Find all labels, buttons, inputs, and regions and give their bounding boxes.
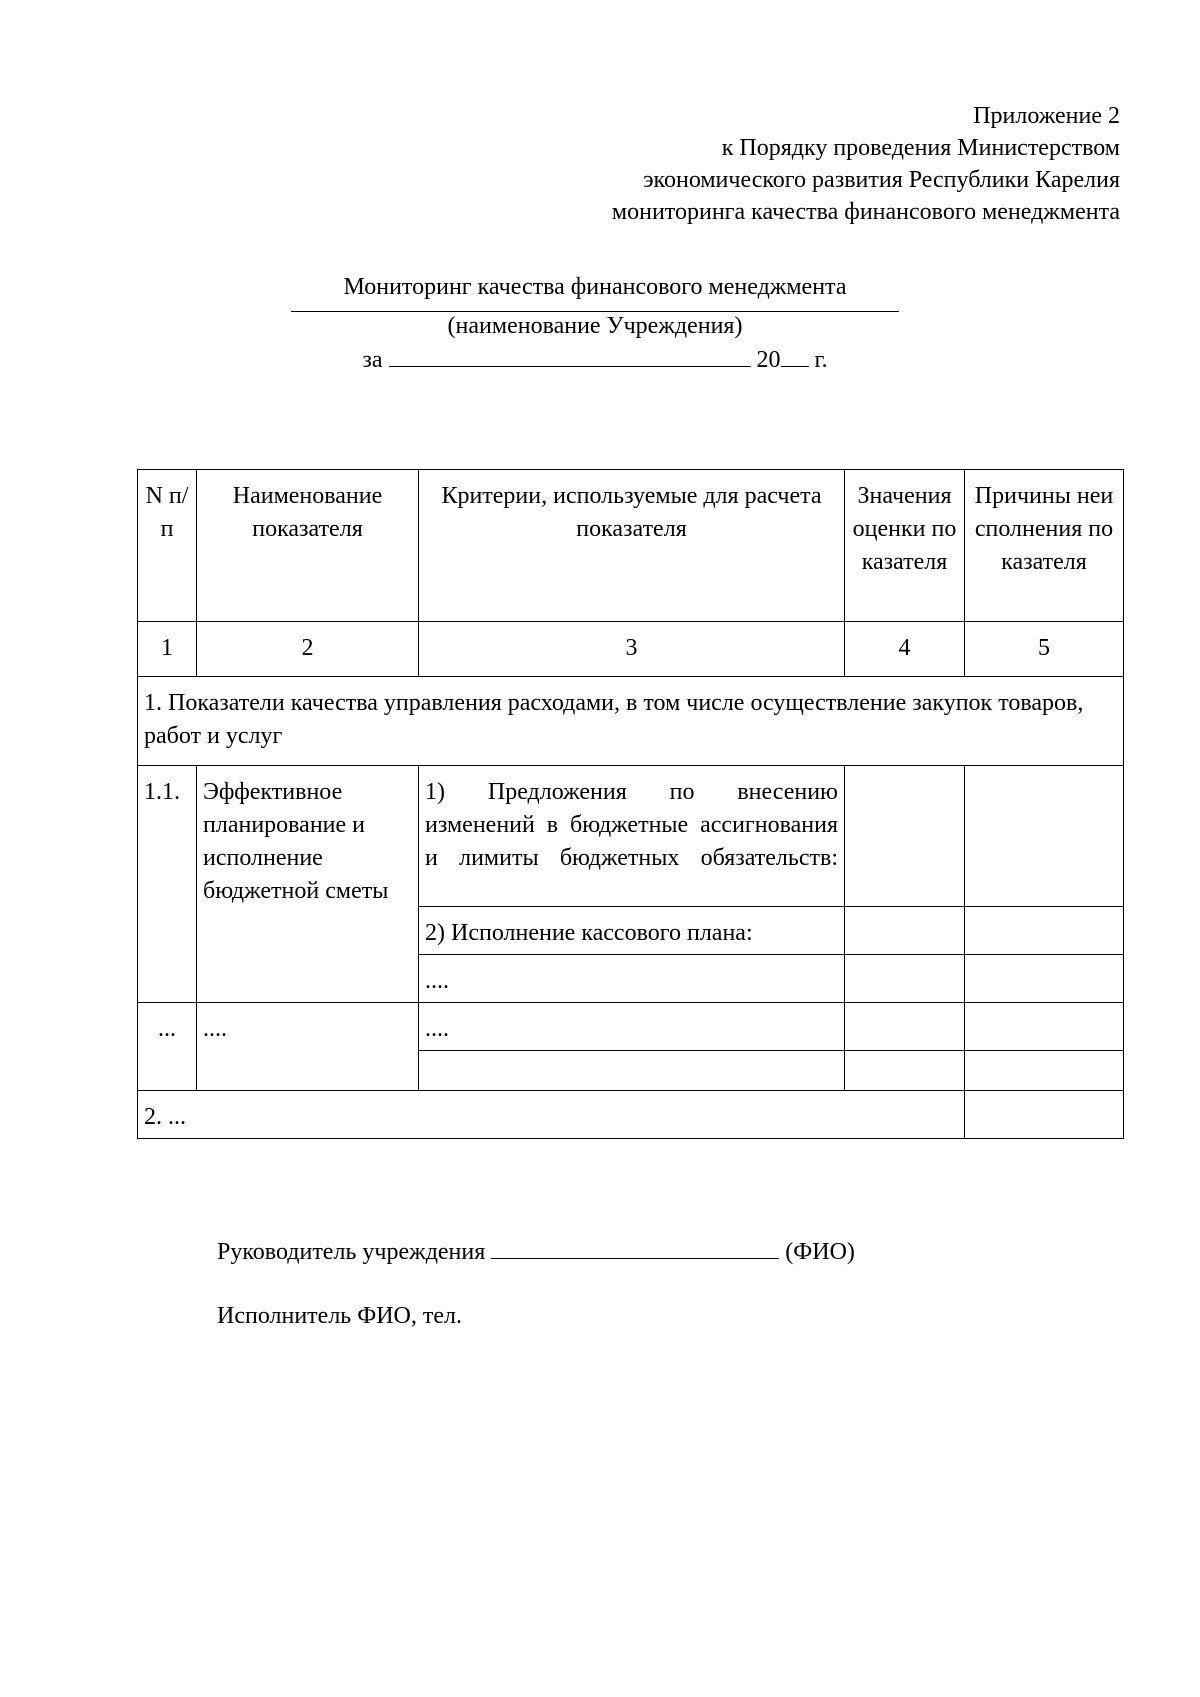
header-indicator-name: Наименование показателя [197,470,419,622]
section-2-row [138,1091,1124,1139]
section-1-title: 1. Показатели качества управления расходами, в том числе осуществление закупок товаров, работ и услуг [138,677,1124,766]
period-blank[interactable] [389,344,751,367]
table-row [138,1003,1124,1051]
reason-cell[interactable] [965,1003,1124,1051]
value-cell[interactable] [845,1003,965,1051]
monitoring-table [137,469,1124,1139]
institution-name-caption: (наименование Учреждения) [447,313,743,339]
value-cell[interactable] [845,766,965,907]
appendix-line-1: Приложение 2 [973,103,1120,129]
value-cell[interactable] [845,1051,965,1091]
year-prefix: 20 [756,347,781,373]
criterion-cell [419,1051,845,1091]
head-signature-line [217,1236,855,1268]
appendix-line-3: экономического развития Республики Карелия [643,167,1120,193]
reason-cell[interactable] [965,955,1124,1003]
reason-cell[interactable] [965,1091,1124,1139]
section-2-title: 2. ... [138,1091,965,1139]
column-number: 3 [419,622,845,677]
criterion-cell: 2) Исполнение кассового плана: [419,907,845,955]
column-number: 1 [138,622,197,677]
reason-cell[interactable] [965,907,1124,955]
reason-cell[interactable] [965,766,1124,907]
document-title: Мониторинг качества финансового менеджмента [343,274,847,300]
appendix-block [430,100,1120,228]
column-number: 5 [965,622,1124,677]
appendix-line-4: мониторинга качества финансового менеджмента [611,199,1120,225]
value-cell[interactable] [845,907,965,955]
reason-cell[interactable] [965,1051,1124,1091]
title-block [250,271,940,376]
appendix-line-2: к Порядку проведения Министерством [721,135,1120,161]
row-number: ... [138,1003,197,1091]
row-number: 1.1. [138,766,197,1003]
header-values: Значения оценки показателя [845,470,965,622]
executor-line: Исполнитель ФИО, тел. [217,1303,462,1329]
criterion-cell: .... [419,955,845,1003]
header-reasons: Причины неисполнения показателя [965,470,1124,622]
column-numbers-row [138,622,1124,677]
period-prefix: за [362,347,383,373]
year-blank[interactable] [781,344,809,367]
value-cell[interactable] [845,955,965,1003]
year-suffix: г. [814,347,828,373]
head-label: Руководитель учреждения [217,1239,486,1265]
column-number: 4 [845,622,965,677]
indicator-name: .... [197,1003,419,1091]
header-criteria: Критерии, используемые для расчета показателя [419,470,845,622]
criterion-cell: .... [419,1003,845,1051]
table-header-row [138,470,1124,622]
table-row [138,766,1124,907]
section-1-row [138,677,1124,766]
criterion-cell: 1) Предложения по внесению изменений в бюджетные ассигнования и лимиты бюджетных обязательств: [419,766,845,907]
indicator-name: Эффективное планирование и исполнение бюджетной сметы [197,766,419,1003]
header-number: N п/п [138,470,197,622]
column-number: 2 [197,622,419,677]
head-suffix: (ФИО) [785,1239,855,1265]
head-signature-blank[interactable] [491,1236,779,1259]
period-line [250,344,940,376]
